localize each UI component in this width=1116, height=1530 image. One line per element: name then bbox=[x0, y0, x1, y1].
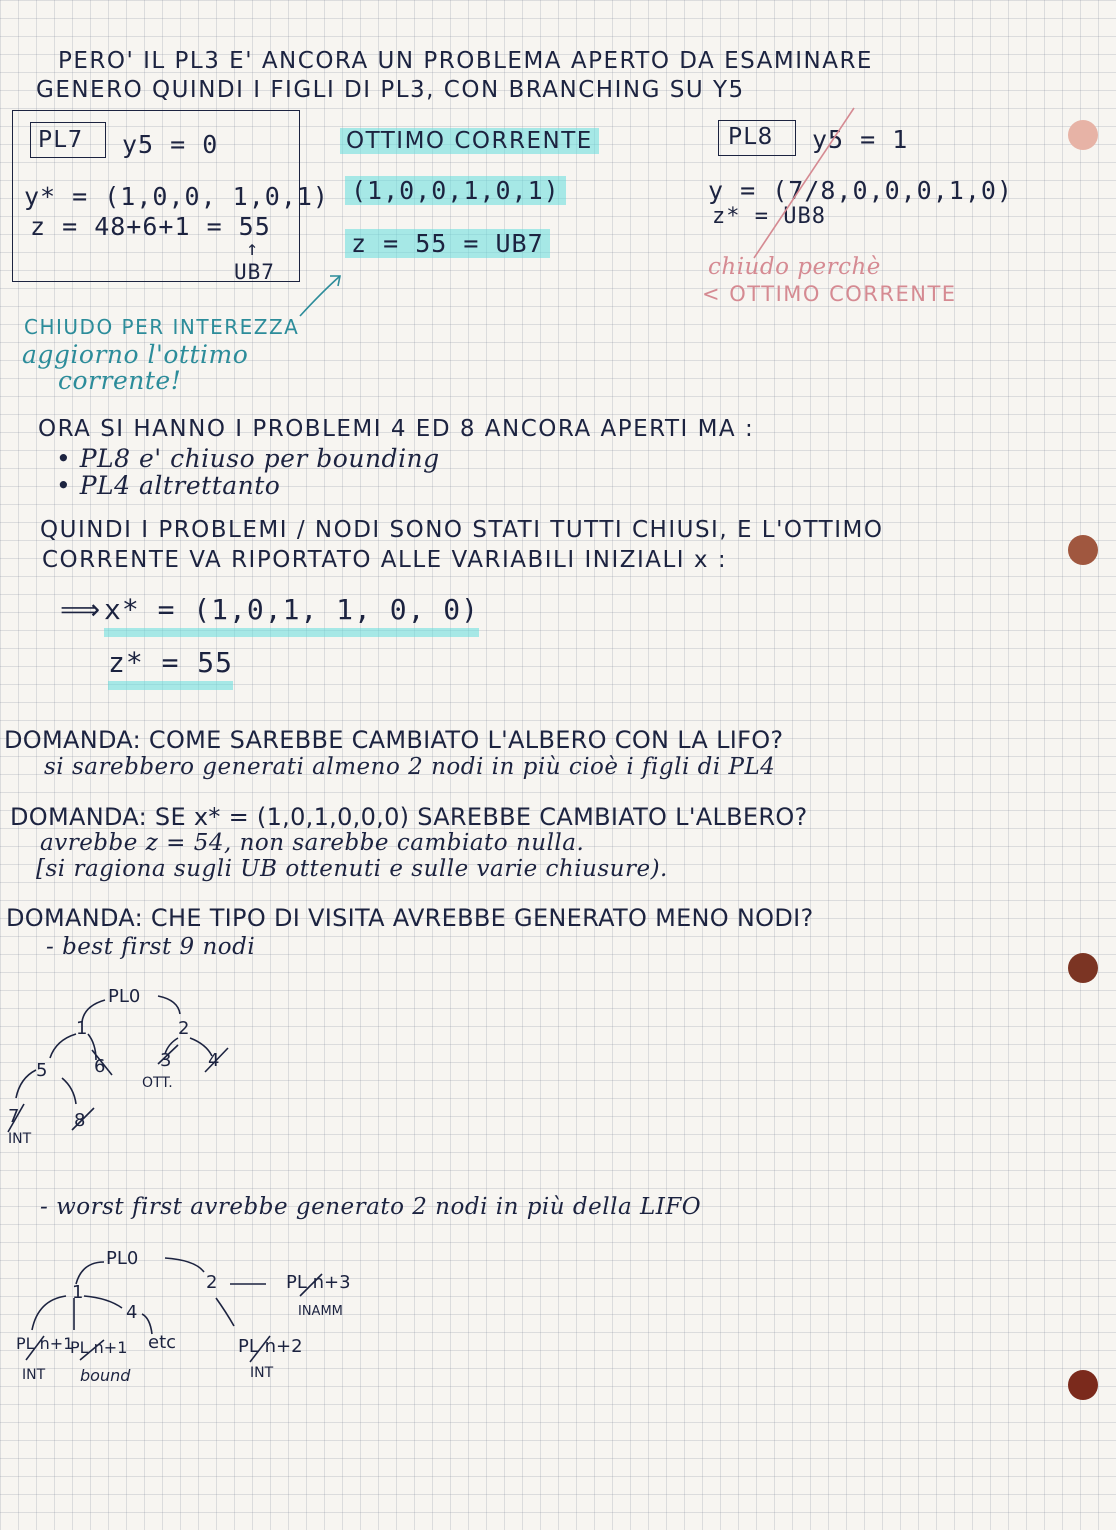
answer-2-line-1: avrebbe z = 54, non sarebbe cambiato nulla. bbox=[40, 830, 585, 856]
close-note-line-2: aggiorno l'ottimo bbox=[22, 340, 249, 369]
pl7-arrow: ↑ bbox=[246, 236, 260, 260]
close-note-line-1: CHIUDO PER INTEREZZA bbox=[24, 315, 300, 339]
worst-tree-root: PL0 bbox=[106, 1248, 139, 1269]
conclusion-line-1: QUINDI I PROBLEMI / NODI SONO STATI TUTTI CHIUSI, E L'OTTIMO bbox=[40, 517, 884, 543]
best-tree-node-2: 2 bbox=[178, 1018, 190, 1039]
pl7-condition: y5 = 0 bbox=[122, 130, 219, 159]
worst-tree-etc: etc bbox=[148, 1332, 177, 1353]
pl8-objective: z* = UB8 bbox=[712, 204, 826, 229]
header-line-2: GENERO QUINDI I FIGLI DI PL3, CON BRANCHING SU Y5 bbox=[36, 77, 745, 103]
worst-tree-node-2: 2 bbox=[206, 1272, 218, 1293]
current-optimum-title: OTTIMO CORRENTE bbox=[340, 130, 599, 153]
open-problems-bullet-2: • PL4 altrettanto bbox=[56, 471, 281, 500]
current-optimum-vector: (1,0,0,1,0,1) bbox=[345, 178, 566, 203]
open-problems-bullet-1: • PL8 e' chiuso per bounding bbox=[56, 444, 440, 473]
worst-tree-bound-label: bound bbox=[80, 1366, 131, 1385]
worst-tree-inamm-label: INAMM bbox=[298, 1304, 343, 1319]
pl8-tag: PL8 bbox=[728, 124, 774, 150]
final-z-value: z* = 55 bbox=[108, 649, 233, 677]
question-1: DOMANDA: COME SAREBBE CAMBIATO L'ALBERO CON LA LIFO? bbox=[4, 726, 784, 754]
worst-tree-pl-n1: PL n+1 bbox=[70, 1338, 128, 1357]
pl7-solution-vector: y* = (1,0,0, 1,0,1) bbox=[24, 182, 329, 211]
current-optimum-value: z = 55 = UB7 bbox=[345, 231, 550, 256]
best-tree-node-6: 6 bbox=[94, 1056, 106, 1077]
pl8-condition: y5 = 1 bbox=[812, 125, 909, 154]
pl7-upper-bound: UB7 bbox=[234, 260, 275, 284]
best-tree-node-7: 7 bbox=[8, 1106, 20, 1127]
pl7-objective: z = 48+6+1 = 55 bbox=[30, 212, 271, 241]
final-x-solution: x* = (1,0,1, 1, 0, 0) bbox=[104, 596, 479, 624]
pl8-solution-vector: y = (7/8,0,0,0,1,0) bbox=[708, 176, 1013, 205]
best-tree-int-label: INT bbox=[8, 1131, 32, 1147]
worst-tree-pl-n3: PL n+3 bbox=[286, 1272, 351, 1293]
question-3: DOMANDA: CHE TIPO DI VISITA AVREBBE GENERATO MENO NODI? bbox=[6, 904, 814, 932]
best-tree-node-3: 3 bbox=[160, 1050, 172, 1071]
worst-tree-int-label-1: INT bbox=[22, 1367, 46, 1383]
best-tree-node-8: 8 bbox=[74, 1110, 86, 1131]
pl8-close-reason: < OTTIMO CORRENTE bbox=[702, 282, 957, 306]
best-tree-node-1: 1 bbox=[76, 1018, 88, 1039]
open-problems-intro: ORA SI HANNO I PROBLEMI 4 ED 8 ANCORA APERTI MA : bbox=[38, 416, 755, 442]
conclusion-arrow: ⟹ bbox=[60, 593, 102, 626]
answer-3: - best first 9 nodi bbox=[46, 934, 256, 960]
worst-tree-node-1: 1 bbox=[72, 1282, 84, 1303]
worst-tree-int-label-2: INT bbox=[250, 1365, 274, 1381]
worst-tree-node-4: 4 bbox=[126, 1302, 138, 1323]
worst-first-note: - worst first avrebbe generato 2 nodi in più della LIFO bbox=[40, 1194, 702, 1220]
pl7-tag: PL7 bbox=[38, 127, 84, 153]
pl8-close-note: chiudo perchè bbox=[708, 254, 881, 280]
answer-1: si sarebbero generati almeno 2 nodi in più cioè i figli di PL4 bbox=[44, 754, 776, 780]
worst-tree-pl-f1: PL n+1 bbox=[16, 1334, 74, 1353]
best-tree-node-4: 4 bbox=[208, 1050, 220, 1071]
best-tree-ott-label: OTT. bbox=[142, 1075, 173, 1091]
conclusion-line-2: CORRENTE VA RIPORTATO ALLE VARIABILI INIZIALI x : bbox=[42, 547, 728, 573]
question-2: DOMANDA: SE x* = (1,0,1,0,0,0) SAREBBE CAMBIATO L'ALBERO? bbox=[10, 803, 808, 831]
header-line-1: PERO' IL PL3 E' ANCORA UN PROBLEMA APERTO DA ESAMINARE bbox=[58, 48, 873, 74]
worst-tree-pl-n2: PL n+2 bbox=[238, 1336, 303, 1357]
answer-2-line-2: [si ragiona sugli UB ottenuti e sulle varie chiusure). bbox=[36, 856, 668, 882]
close-note-line-3: corrente! bbox=[58, 366, 182, 395]
best-tree-root: PL0 bbox=[108, 986, 141, 1007]
best-tree-node-5: 5 bbox=[36, 1060, 48, 1081]
